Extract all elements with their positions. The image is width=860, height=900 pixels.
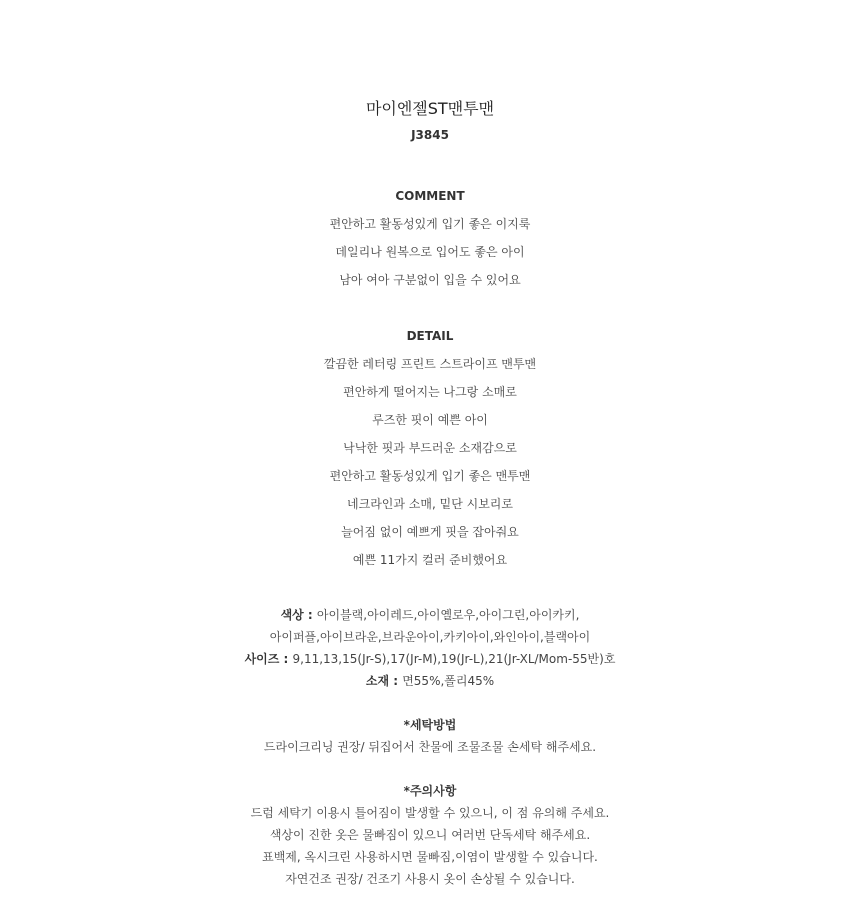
color-value: 아이블랙,아이레드,아이옐로우,아이그린,아이카키, bbox=[316, 608, 580, 622]
spec-section bbox=[0, 604, 860, 692]
comment-section bbox=[0, 182, 860, 294]
color-value-continued: 아이퍼플,아이브라운,브라운아이,카키아이,와인아이,블랙아이 bbox=[269, 630, 591, 644]
washing-line: 드라이크리닝 권장/ 뒤집어서 찬물에 조물조물 손세탁 해주세요. bbox=[263, 740, 597, 754]
color-row bbox=[0, 604, 860, 626]
detail-line: 루즈한 핏이 예쁜 아이 bbox=[372, 413, 488, 427]
caution-heading: *주의사항 bbox=[403, 784, 457, 798]
size-row bbox=[0, 648, 860, 670]
detail-heading: DETAIL bbox=[406, 329, 454, 343]
washing-heading: *세탁방법 bbox=[403, 718, 457, 732]
comment-heading: COMMENT bbox=[395, 189, 465, 203]
detail-line: 편안하고 활동성있게 입기 좋은 맨투맨 bbox=[329, 469, 531, 483]
caution-section bbox=[0, 780, 860, 890]
comment-line: 데일리나 원복으로 입어도 좋은 아이 bbox=[335, 245, 525, 259]
comment-line: 편안하고 활동성있게 입기 좋은 이지룩 bbox=[329, 217, 531, 231]
detail-line: 낙낙한 핏과 부드러운 소재감으로 bbox=[343, 441, 517, 455]
detail-line: 깔끔한 레터링 프린트 스트라이프 맨투맨 bbox=[323, 357, 537, 371]
color-row-continued bbox=[0, 626, 860, 648]
material-row bbox=[0, 670, 860, 692]
material-value: 면55%,폴리45% bbox=[402, 674, 495, 688]
size-value: 9,11,13,15(Jr-S),17(Jr-M),19(Jr-L),21(Jr-XL/Mom-55반)호 bbox=[292, 652, 616, 666]
comment-line: 남아 여아 구분없이 입을 수 있어요 bbox=[339, 273, 521, 287]
detail-line: 늘어짐 없이 예쁘게 핏을 잡아줘요 bbox=[341, 525, 519, 539]
caution-line: 색상이 진한 옷은 물빠짐이 있으니 여러번 단독세탁 해주세요. bbox=[269, 828, 591, 842]
product-code: J3845 bbox=[411, 128, 449, 142]
material-label: 소재 : bbox=[365, 674, 403, 688]
washing-section bbox=[0, 714, 860, 758]
detail-line: 네크라인과 소매, 밑단 시보리로 bbox=[347, 497, 513, 511]
color-label: 색상 : bbox=[280, 608, 317, 622]
detail-section bbox=[0, 322, 860, 574]
caution-line: 표백제, 옥시크린 사용하시면 물빠짐,이염이 발생할 수 있습니다. bbox=[262, 850, 598, 864]
detail-line: 편안하게 떨어지는 나그랑 소매로 bbox=[343, 385, 517, 399]
product-title: 마이엔젤ST맨투맨 bbox=[365, 99, 495, 118]
size-label: 사이즈 : bbox=[244, 652, 293, 666]
detail-line: 예쁜 11가지 컬러 준비했어요 bbox=[352, 553, 508, 567]
caution-line: 드럼 세탁기 이용시 틀어짐이 발생할 수 있으니, 이 점 유의해 주세요. bbox=[250, 806, 610, 820]
caution-line: 자연건조 권장/ 건조기 사용시 옷이 손상될 수 있습니다. bbox=[285, 872, 575, 886]
